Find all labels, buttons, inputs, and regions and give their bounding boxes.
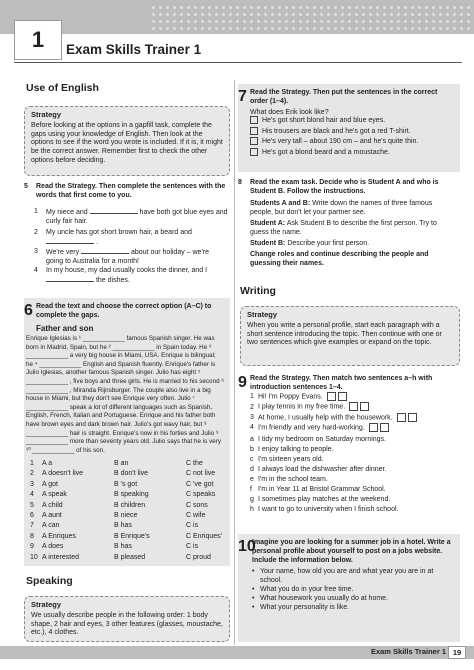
option-text: has <box>120 522 132 530</box>
option-b[interactable] <box>114 521 132 530</box>
option-a[interactable] <box>42 532 76 541</box>
option-letter: A <box>42 480 47 488</box>
option-text: I want to go to university when I finish school. <box>258 506 399 514</box>
option-letter: A <box>42 522 47 530</box>
ordering-item <box>250 116 456 127</box>
exercise-instruction: Imagine you are looking for a summer job in a hotel. Write a personal profile about yourself to post on a jobs website. Include the information below. <box>252 539 451 564</box>
option-b[interactable] <box>114 469 148 478</box>
match-option <box>250 485 456 495</box>
option-text: I'm in the school team. <box>258 476 328 484</box>
option-c[interactable] <box>186 501 208 510</box>
left-column <box>26 84 230 93</box>
option-letter: C <box>186 512 192 519</box>
option-text: a <box>48 460 53 467</box>
exercise-number: 7 <box>238 88 247 105</box>
option-letter: C <box>186 460 192 467</box>
exercise-item <box>36 207 228 226</box>
answer-box[interactable] <box>408 413 417 422</box>
intro-number: 3 <box>250 414 254 422</box>
item-number: 3 <box>34 248 38 255</box>
option-letter: e <box>250 476 254 484</box>
section-heading-speaking: Speaking <box>26 575 73 587</box>
order-box[interactable] <box>250 148 258 156</box>
option-text: speaks <box>193 491 216 499</box>
option-b[interactable] <box>114 511 137 520</box>
option-b[interactable] <box>114 532 150 541</box>
match-options <box>250 435 456 515</box>
option-c[interactable] <box>186 480 213 489</box>
option-c[interactable] <box>186 542 198 551</box>
option-text: I tidy my bedroom on Saturday mornings. <box>258 436 387 444</box>
strategy-title: Strategy <box>31 600 62 609</box>
exercise-number: 10 <box>238 538 256 555</box>
option-text: an <box>120 460 129 467</box>
ordering-text: He's got a blond beard and a moustache. <box>262 148 390 156</box>
strategy-box-gapfill <box>24 106 230 176</box>
intro-sentences <box>250 392 456 433</box>
option-b[interactable] <box>114 553 145 562</box>
option-letter: g <box>250 496 254 504</box>
option-letter: A <box>42 501 47 509</box>
option-text: 've got <box>193 480 214 488</box>
exercise-6 <box>24 302 228 455</box>
option-a[interactable] <box>42 469 83 478</box>
exercise-10 <box>238 538 456 612</box>
item-text: have both got blue eyes and curly fair hair. <box>46 209 228 225</box>
strategy-title: Strategy <box>31 110 62 119</box>
exercise-instruction: Read the exam task. Decide who is Student A and who is Student B. Follow the instructions. <box>250 179 439 195</box>
item-text: We're very <box>46 249 80 256</box>
strategy-text: Before looking at the options in a gapfill task, complete the gaps using your knowledge of English. Then look at the options to see if the word you wrote is included. If it is, it might be the correct answer. Remember first to check the other options before deciding. <box>31 121 223 164</box>
exercise-number: 5 <box>24 183 28 190</box>
option-number: 7 <box>30 522 34 530</box>
option-letter: B <box>114 512 119 519</box>
option-letter: B <box>114 532 119 540</box>
bullet-text: What your personality is like. <box>260 604 350 611</box>
option-text: aunt <box>48 512 62 519</box>
option-text: proud <box>193 553 211 561</box>
ordering-list <box>250 116 456 158</box>
option-text: children <box>120 501 146 509</box>
option-letter: B <box>114 543 119 551</box>
option-text: does <box>48 543 64 551</box>
option-text: not live <box>193 470 216 478</box>
role-change-instruction: Change roles and continue describing the people and guessing their names. <box>250 251 429 267</box>
intro-number: 4 <box>250 424 254 432</box>
option-letter: A <box>42 543 47 551</box>
title-divider <box>14 62 462 63</box>
exercise-8 <box>238 178 456 268</box>
option-letter: B <box>114 460 119 467</box>
option-number: 10 <box>30 553 38 561</box>
bullet-list <box>252 567 456 612</box>
bullet-text: Your name, how old you are and what year you are in at school. <box>260 568 434 584</box>
option-text: 's got <box>120 480 138 488</box>
option-number: 2 <box>30 470 34 478</box>
answer-box[interactable] <box>327 392 336 401</box>
option-c[interactable] <box>186 469 215 478</box>
option-text: speak <box>48 491 67 499</box>
unit-number: 1 <box>14 20 62 60</box>
option-text: Enriques' <box>193 532 222 540</box>
match-option <box>250 505 456 515</box>
order-box[interactable] <box>250 116 258 124</box>
match-option <box>250 465 456 475</box>
answer-box[interactable] <box>360 402 369 411</box>
exercise-item <box>36 228 228 247</box>
option-letter: A <box>42 470 47 478</box>
option-text: I always load the dishwasher after dinner. <box>258 466 387 474</box>
exercise-instruction: Read the Strategy. Then put the sentences in the correct order (1–4). <box>250 89 438 105</box>
item-text: In my house, my dad usually cooks the dinner, and I <box>46 267 208 274</box>
option-letter: C <box>186 532 192 540</box>
match-option <box>250 475 456 485</box>
option-letter: C <box>186 480 192 488</box>
item-number: 2 <box>34 229 38 236</box>
exercise-number: 9 <box>238 374 247 391</box>
bullet-dot: • <box>252 568 255 575</box>
writing-section <box>240 287 458 296</box>
answer-box[interactable] <box>349 402 358 411</box>
bullet-item <box>252 567 456 585</box>
page-title: Exam Skills Trainer 1 <box>66 42 202 57</box>
option-a[interactable] <box>42 553 79 562</box>
ordering-item <box>250 137 456 148</box>
page-footer <box>0 646 474 659</box>
option-letter: C <box>186 501 192 509</box>
option-c[interactable] <box>186 521 198 530</box>
role-text-b: Describe your first person. <box>287 240 370 247</box>
option-b[interactable] <box>114 480 137 489</box>
option-letter: C <box>186 522 192 530</box>
option-text: I sometimes play matches at the weekend. <box>258 496 391 504</box>
header-pattern <box>150 4 474 30</box>
match-option <box>250 445 456 455</box>
exercise-number: 6 <box>24 302 33 319</box>
option-letter: c <box>250 456 254 464</box>
option-letter: C <box>186 491 192 499</box>
option-letter: C <box>186 553 192 561</box>
option-text: wife <box>193 512 206 519</box>
answer-blank[interactable] <box>81 247 129 254</box>
option-text: niece <box>120 512 138 519</box>
exercise-number: 8 <box>238 179 242 186</box>
option-letter: B <box>114 522 119 530</box>
order-box[interactable] <box>250 137 258 145</box>
option-text: interested <box>48 553 79 561</box>
option-text: Enrique's <box>120 532 150 540</box>
item-text: My niece and <box>46 209 88 216</box>
bullet-item <box>252 594 456 603</box>
intro-sentence <box>250 423 456 433</box>
option-text: pleased <box>120 553 146 561</box>
role-label-ab: Students A and B: <box>250 200 311 207</box>
option-a[interactable] <box>42 490 67 499</box>
option-b[interactable] <box>114 542 132 551</box>
option-letter: a <box>250 436 254 444</box>
column-divider <box>234 80 235 645</box>
exercise-instruction: Read the Strategy. Then match two sentences a–h with introduction sentences 1–4. <box>250 375 433 391</box>
intro-number: 1 <box>250 393 254 401</box>
bullet-text: What housework you usually do at home. <box>260 595 389 602</box>
option-letter: f <box>250 486 252 494</box>
option-letter: B <box>114 491 119 499</box>
option-b[interactable] <box>114 501 145 510</box>
intro-sentence <box>250 392 456 402</box>
option-text: is <box>193 522 199 530</box>
speaking-section <box>26 577 230 586</box>
item-text: . <box>95 239 98 246</box>
ordering-item <box>250 127 456 138</box>
bullet-item <box>252 603 456 612</box>
strategy-text: We usually describe people in the following order: 1 body shape, 2 hair and eyes, 3 other features (glasses, moustache, etc.), 4 clothes. <box>31 611 223 637</box>
intro-text: At home, I usually help with the housework. <box>258 414 393 422</box>
item-number: 4 <box>34 267 38 274</box>
option-text: I enjoy talking to people. <box>258 446 334 454</box>
option-c[interactable] <box>186 553 211 562</box>
option-text: Enriques <box>48 532 76 540</box>
option-number: 6 <box>30 512 34 519</box>
option-a[interactable] <box>42 511 62 520</box>
option-c[interactable] <box>186 511 205 520</box>
option-a[interactable] <box>42 480 58 489</box>
option-text: child <box>48 501 63 509</box>
section-heading-writing: Writing <box>240 285 276 297</box>
answer-box[interactable] <box>338 392 347 401</box>
option-text: can <box>48 522 60 530</box>
option-c[interactable] <box>186 459 203 468</box>
option-letter: B <box>114 553 119 561</box>
option-number: 4 <box>30 491 34 499</box>
intro-number: 2 <box>250 403 254 411</box>
option-number: 1 <box>30 460 34 467</box>
ordering-item <box>250 148 456 159</box>
option-text: doesn't live <box>48 470 84 478</box>
option-letter: C <box>186 543 192 551</box>
item-text: the dishes. <box>95 277 130 284</box>
exercise-item <box>36 266 228 285</box>
option-text: I'm sixteen years old. <box>258 456 324 464</box>
option-text: got <box>48 480 58 488</box>
exercise-instruction: Read the text and choose the correct option (A–C) to complete the gaps. <box>36 303 212 319</box>
option-a[interactable] <box>42 521 60 530</box>
role-text-a: Ask Student B to describe the first person. Try to guess the name. <box>250 220 437 236</box>
option-letter: h <box>250 506 254 514</box>
option-text: don't live <box>120 470 149 478</box>
option-text: has <box>120 543 132 551</box>
answer-blank[interactable] <box>46 275 94 282</box>
intro-text: Hi! I'm Poppy Evans. <box>258 393 323 401</box>
option-a[interactable] <box>42 501 63 510</box>
answer-blank[interactable] <box>90 207 138 214</box>
intro-text: I play tennis in my free time. <box>258 403 346 411</box>
role-text-ab: Write down the names of three famous people, but don't let your partner see. <box>250 200 433 216</box>
option-number: 9 <box>30 543 34 551</box>
option-letter: A <box>42 532 47 540</box>
role-label-a: Student A: <box>250 220 286 227</box>
option-c[interactable] <box>186 532 222 541</box>
item-text: about our holiday – we're going to Australia for a month! <box>46 249 210 265</box>
option-letter: B <box>114 501 119 509</box>
bullet-dot: • <box>252 595 255 602</box>
option-number: 8 <box>30 532 34 540</box>
intro-sentence <box>250 413 456 423</box>
intro-sentence <box>250 402 456 412</box>
option-a[interactable] <box>42 459 52 468</box>
strategy-text: When you write a personal profile, start each paragraph with a short sentence introducing the topic. Then continue with one or two sentences which give examples or expand on the topic. <box>247 321 442 347</box>
option-number: 3 <box>30 480 34 488</box>
bullet-text: What you do in your free time. <box>260 586 354 593</box>
option-letter: A <box>42 512 47 519</box>
option-letter: C <box>186 470 192 478</box>
reading-title: Father and son <box>36 324 94 333</box>
match-option <box>250 435 456 445</box>
exercise-9 <box>238 374 456 515</box>
item-number: 1 <box>34 208 38 215</box>
item-text: My uncle has got short brown hair, a beard and <box>46 229 192 236</box>
exercise-7 <box>238 88 456 158</box>
option-letter: B <box>114 470 119 478</box>
ordering-text: He's very tall – about 190 cm – and he's quite thin. <box>262 138 419 145</box>
bullet-dot: • <box>252 604 255 611</box>
answer-blank[interactable] <box>46 237 94 244</box>
option-letter: B <box>114 480 119 488</box>
option-b[interactable] <box>114 490 149 499</box>
option-letter: d <box>250 466 254 474</box>
header-bar <box>0 0 474 34</box>
reading-text: Enrique Iglesias is ¹ ____________ famous Spanish singer. He was born in Madrid, Spain, but he ² ____________ in Spain today. He ³ ____________ a very big house in Miami, USA. Enrique is bilingual; he ⁴ ____________ English and Spanish fluently. Enrique's father is Julio Iglesias, another famous Spanish singer. Julio has eight ⁵ ____________ , five boys and three girls. He is married to his second ⁶ ____________ , Miranda Rijnsburger. The couple also live in a big house in Miami, but they don't see Enrique very often. Julio ⁷ ____________ speak a lot of different languages such as Spanish, English, French, Italian and Portuguese. Enrique and his father both have brown eyes and dark brown hair. Julio's got wavy hair, but ⁸ ____________ hair is straight. Enrique's now in his forties and Julio ⁹ ____________ more than seventy years old. Julio says that he is very ¹⁰ ____________ of his son. <box>26 335 224 454</box>
match-option <box>250 455 456 465</box>
answer-box[interactable] <box>369 423 378 432</box>
option-letter: A <box>42 491 47 499</box>
ordering-text: He's got short blond hair and blue eyes. <box>262 117 386 124</box>
strategy-box-speaking <box>24 596 230 642</box>
answer-box[interactable] <box>397 413 406 422</box>
strategy-title: Strategy <box>247 310 278 319</box>
option-number: 5 <box>30 501 34 509</box>
option-letter: A <box>42 553 47 561</box>
exercise-5 <box>24 182 230 200</box>
option-text: I'm in Year 11 at Bristol Grammar School. <box>258 486 386 494</box>
exercise-instruction: Read the Strategy. Then complete the sentences with the words that first come to you. <box>36 183 226 199</box>
ordering-text: His trousers are black and he's got a red T-shirt. <box>262 127 411 135</box>
option-text: is <box>193 543 199 551</box>
option-c[interactable] <box>186 490 215 499</box>
order-box[interactable] <box>250 127 258 135</box>
option-letter: A <box>42 460 47 467</box>
option-letter: b <box>250 446 254 454</box>
bullet-item <box>252 585 456 594</box>
option-b[interactable] <box>114 459 128 468</box>
match-option <box>250 495 456 505</box>
strategy-box-writing <box>240 306 460 366</box>
intro-text: I'm friendly and very hard-working. <box>258 424 365 432</box>
section-heading-use-of-english: Use of English <box>26 82 99 94</box>
role-label-b: Student B: <box>250 240 286 247</box>
option-text: sons <box>193 501 208 509</box>
answer-box[interactable] <box>380 423 389 432</box>
footer-label: Exam Skills Trainer 1 <box>370 647 446 656</box>
exercise-intro: What does Erik look like? <box>250 109 329 116</box>
option-text: speaking <box>120 491 149 499</box>
option-a[interactable] <box>42 542 63 551</box>
bullet-dot: • <box>252 586 255 593</box>
page-number: 19 <box>448 646 466 659</box>
option-text: the <box>193 460 203 467</box>
exercise-item <box>36 247 228 266</box>
